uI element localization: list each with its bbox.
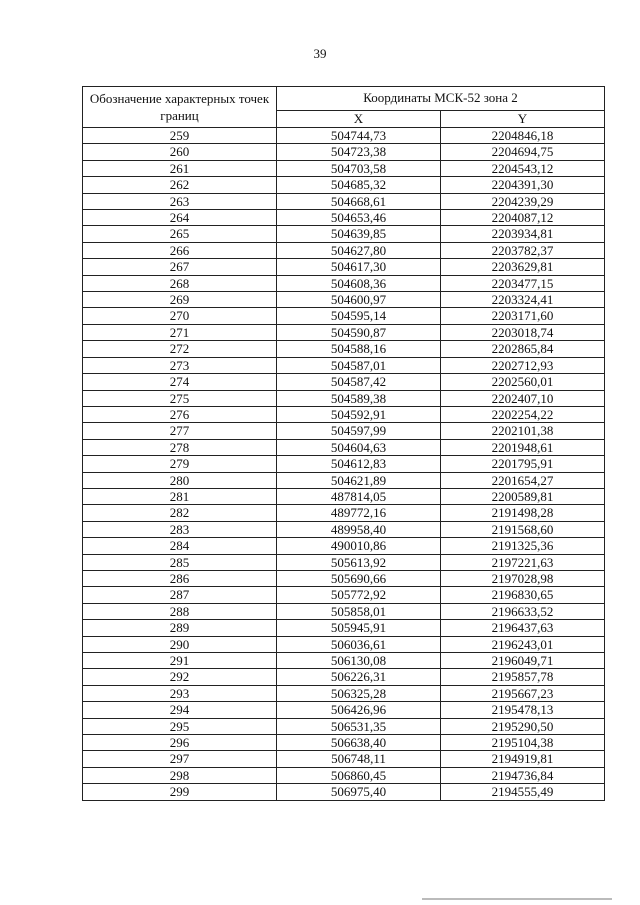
table-row (83, 488, 605, 504)
table-row (83, 390, 605, 406)
y-coordinate-cell: 2196049,71 (441, 653, 605, 669)
y-coordinate-cell: 2200589,81 (441, 488, 605, 504)
x-coordinate-cell: 506325,28 (277, 685, 441, 701)
table-body (83, 128, 605, 801)
table-row (83, 324, 605, 340)
point-number-cell: 288 (83, 603, 277, 619)
x-coordinate-cell: 490010,86 (277, 538, 441, 554)
y-coordinate-cell: 2202712,93 (441, 357, 605, 373)
y-coordinate-cell: 2203324,41 (441, 292, 605, 308)
y-coordinate-cell: 2191498,28 (441, 505, 605, 521)
point-number-cell: 278 (83, 439, 277, 455)
x-coordinate-cell: 504590,87 (277, 324, 441, 340)
table-header (83, 87, 605, 128)
y-coordinate-cell: 2201654,27 (441, 472, 605, 488)
y-coordinate-cell: 2202254,22 (441, 406, 605, 422)
point-number-cell: 292 (83, 669, 277, 685)
table-row (83, 406, 605, 422)
table-row (83, 374, 605, 390)
x-coordinate-cell: 504587,01 (277, 357, 441, 373)
x-coordinate-cell: 504608,36 (277, 275, 441, 291)
x-coordinate-cell: 506036,61 (277, 636, 441, 652)
table-row (83, 603, 605, 619)
x-coordinate-cell: 505772,92 (277, 587, 441, 603)
point-designation-header: Обозначение характерных точек границ (83, 87, 277, 128)
table-row (83, 128, 605, 144)
table-row (83, 702, 605, 718)
x-coordinate-cell: 505613,92 (277, 554, 441, 570)
table-row (83, 456, 605, 472)
scan-artifact-line (422, 898, 612, 900)
table-row (83, 259, 605, 275)
table-row (83, 685, 605, 701)
y-coordinate-cell: 2194736,84 (441, 767, 605, 783)
point-number-cell: 261 (83, 160, 277, 176)
x-coordinate-cell: 506426,96 (277, 702, 441, 718)
x-coordinate-cell: 504612,83 (277, 456, 441, 472)
x-coordinate-cell: 506531,35 (277, 718, 441, 734)
point-number-cell: 282 (83, 505, 277, 521)
point-number-cell: 294 (83, 702, 277, 718)
x-coordinate-cell: 489958,40 (277, 521, 441, 537)
point-number-cell: 263 (83, 193, 277, 209)
x-coordinate-cell: 505858,01 (277, 603, 441, 619)
point-number-cell: 298 (83, 767, 277, 783)
point-number-cell: 287 (83, 587, 277, 603)
x-coordinate-cell: 504685,32 (277, 177, 441, 193)
point-number-cell: 286 (83, 570, 277, 586)
table-row (83, 554, 605, 570)
point-number-cell: 276 (83, 406, 277, 422)
y-coordinate-cell: 2204239,29 (441, 193, 605, 209)
y-coordinate-cell: 2204087,12 (441, 210, 605, 226)
point-number-cell: 280 (83, 472, 277, 488)
x-coordinate-cell: 487814,05 (277, 488, 441, 504)
point-number-cell: 289 (83, 620, 277, 636)
y-coordinate-cell: 2203171,60 (441, 308, 605, 324)
table-row (83, 718, 605, 734)
y-column-header: Y (441, 110, 605, 127)
x-coordinate-cell: 504639,85 (277, 226, 441, 242)
table-row (83, 357, 605, 373)
point-number-cell: 272 (83, 341, 277, 357)
y-coordinate-cell: 2204391,30 (441, 177, 605, 193)
table-row (83, 751, 605, 767)
y-coordinate-cell: 2204846,18 (441, 128, 605, 144)
point-number-cell: 271 (83, 324, 277, 340)
table-row (83, 177, 605, 193)
x-coordinate-cell: 504744,73 (277, 128, 441, 144)
table-row (83, 570, 605, 586)
y-coordinate-cell: 2194555,49 (441, 784, 605, 800)
x-coordinate-cell: 504653,46 (277, 210, 441, 226)
point-number-cell: 265 (83, 226, 277, 242)
y-coordinate-cell: 2203934,81 (441, 226, 605, 242)
x-coordinate-cell: 505690,66 (277, 570, 441, 586)
x-coordinate-cell: 506130,08 (277, 653, 441, 669)
point-number-cell: 264 (83, 210, 277, 226)
y-coordinate-cell: 2191568,60 (441, 521, 605, 537)
table-row (83, 242, 605, 258)
table-row (83, 210, 605, 226)
x-coordinate-cell: 504668,61 (277, 193, 441, 209)
x-coordinate-cell: 504627,80 (277, 242, 441, 258)
point-number-cell: 279 (83, 456, 277, 472)
table-row (83, 620, 605, 636)
table-row (83, 423, 605, 439)
table-row (83, 735, 605, 751)
y-coordinate-cell: 2196437,63 (441, 620, 605, 636)
point-number-cell: 266 (83, 242, 277, 258)
table-row (83, 472, 605, 488)
x-column-header: X (277, 110, 441, 127)
y-coordinate-cell: 2203782,37 (441, 242, 605, 258)
y-coordinate-cell: 2195478,13 (441, 702, 605, 718)
x-coordinate-cell: 504617,30 (277, 259, 441, 275)
page-number: 39 (313, 46, 327, 61)
y-coordinate-cell: 2201795,91 (441, 456, 605, 472)
table-row (83, 275, 605, 291)
y-coordinate-cell: 2195290,50 (441, 718, 605, 734)
table-row (83, 144, 605, 160)
table-row (83, 669, 605, 685)
y-coordinate-cell: 2196633,52 (441, 603, 605, 619)
x-coordinate-cell: 504597,99 (277, 423, 441, 439)
y-coordinate-cell: 2204543,12 (441, 160, 605, 176)
x-coordinate-cell: 489772,16 (277, 505, 441, 521)
x-coordinate-cell: 505945,91 (277, 620, 441, 636)
table-row (83, 521, 605, 537)
y-coordinate-cell: 2196243,01 (441, 636, 605, 652)
table-row (83, 767, 605, 783)
y-coordinate-cell: 2203477,15 (441, 275, 605, 291)
y-coordinate-cell: 2204694,75 (441, 144, 605, 160)
x-coordinate-cell: 504592,91 (277, 406, 441, 422)
x-coordinate-cell: 506226,31 (277, 669, 441, 685)
point-number-cell: 269 (83, 292, 277, 308)
table-row (83, 653, 605, 669)
table-row (83, 308, 605, 324)
table-row (83, 292, 605, 308)
point-number-cell: 281 (83, 488, 277, 504)
point-number-cell: 268 (83, 275, 277, 291)
x-coordinate-cell: 506975,40 (277, 784, 441, 800)
x-coordinate-cell: 504589,38 (277, 390, 441, 406)
table-row (83, 160, 605, 176)
y-coordinate-cell: 2196830,65 (441, 587, 605, 603)
y-coordinate-cell: 2195104,38 (441, 735, 605, 751)
point-number-cell: 275 (83, 390, 277, 406)
table-row (83, 784, 605, 800)
y-coordinate-cell: 2202101,38 (441, 423, 605, 439)
coordinates-table (82, 86, 605, 801)
table-row (83, 193, 605, 209)
x-coordinate-cell: 504587,42 (277, 374, 441, 390)
y-coordinate-cell: 2203018,74 (441, 324, 605, 340)
point-number-cell: 295 (83, 718, 277, 734)
y-coordinate-cell: 2202560,01 (441, 374, 605, 390)
point-number-cell: 299 (83, 784, 277, 800)
point-number-cell: 283 (83, 521, 277, 537)
table-row (83, 636, 605, 652)
x-coordinate-cell: 504595,14 (277, 308, 441, 324)
y-coordinate-cell: 2195857,78 (441, 669, 605, 685)
x-coordinate-cell: 506860,45 (277, 767, 441, 783)
x-coordinate-cell: 506638,40 (277, 735, 441, 751)
table-row (83, 226, 605, 242)
y-coordinate-cell: 2203629,81 (441, 259, 605, 275)
point-number-cell: 285 (83, 554, 277, 570)
point-number-cell: 293 (83, 685, 277, 701)
y-coordinate-cell: 2202407,10 (441, 390, 605, 406)
y-coordinate-cell: 2202865,84 (441, 341, 605, 357)
x-coordinate-cell: 506748,11 (277, 751, 441, 767)
y-coordinate-cell: 2191325,36 (441, 538, 605, 554)
y-coordinate-cell: 2195667,23 (441, 685, 605, 701)
x-coordinate-cell: 504703,58 (277, 160, 441, 176)
table-row (83, 439, 605, 455)
point-number-cell: 273 (83, 357, 277, 373)
y-coordinate-cell: 2197221,63 (441, 554, 605, 570)
x-coordinate-cell: 504621,89 (277, 472, 441, 488)
point-number-cell: 267 (83, 259, 277, 275)
point-number-cell: 297 (83, 751, 277, 767)
table-row (83, 341, 605, 357)
point-number-cell: 277 (83, 423, 277, 439)
table-row (83, 587, 605, 603)
y-coordinate-cell: 2197028,98 (441, 570, 605, 586)
x-coordinate-cell: 504588,16 (277, 341, 441, 357)
header-row (83, 87, 605, 111)
point-number-cell: 296 (83, 735, 277, 751)
point-number-cell: 274 (83, 374, 277, 390)
point-number-cell: 284 (83, 538, 277, 554)
y-coordinate-cell: 2201948,61 (441, 439, 605, 455)
x-coordinate-cell: 504600,97 (277, 292, 441, 308)
point-number-cell: 270 (83, 308, 277, 324)
point-number-cell: 262 (83, 177, 277, 193)
point-number-cell: 291 (83, 653, 277, 669)
y-coordinate-cell: 2194919,81 (441, 751, 605, 767)
x-coordinate-cell: 504723,38 (277, 144, 441, 160)
point-number-cell: 260 (83, 144, 277, 160)
point-number-cell: 259 (83, 128, 277, 144)
table-row (83, 538, 605, 554)
coordinates-group-header: Координаты МСК-52 зона 2 (277, 87, 605, 111)
point-number-cell: 290 (83, 636, 277, 652)
table-row (83, 505, 605, 521)
x-coordinate-cell: 504604,63 (277, 439, 441, 455)
